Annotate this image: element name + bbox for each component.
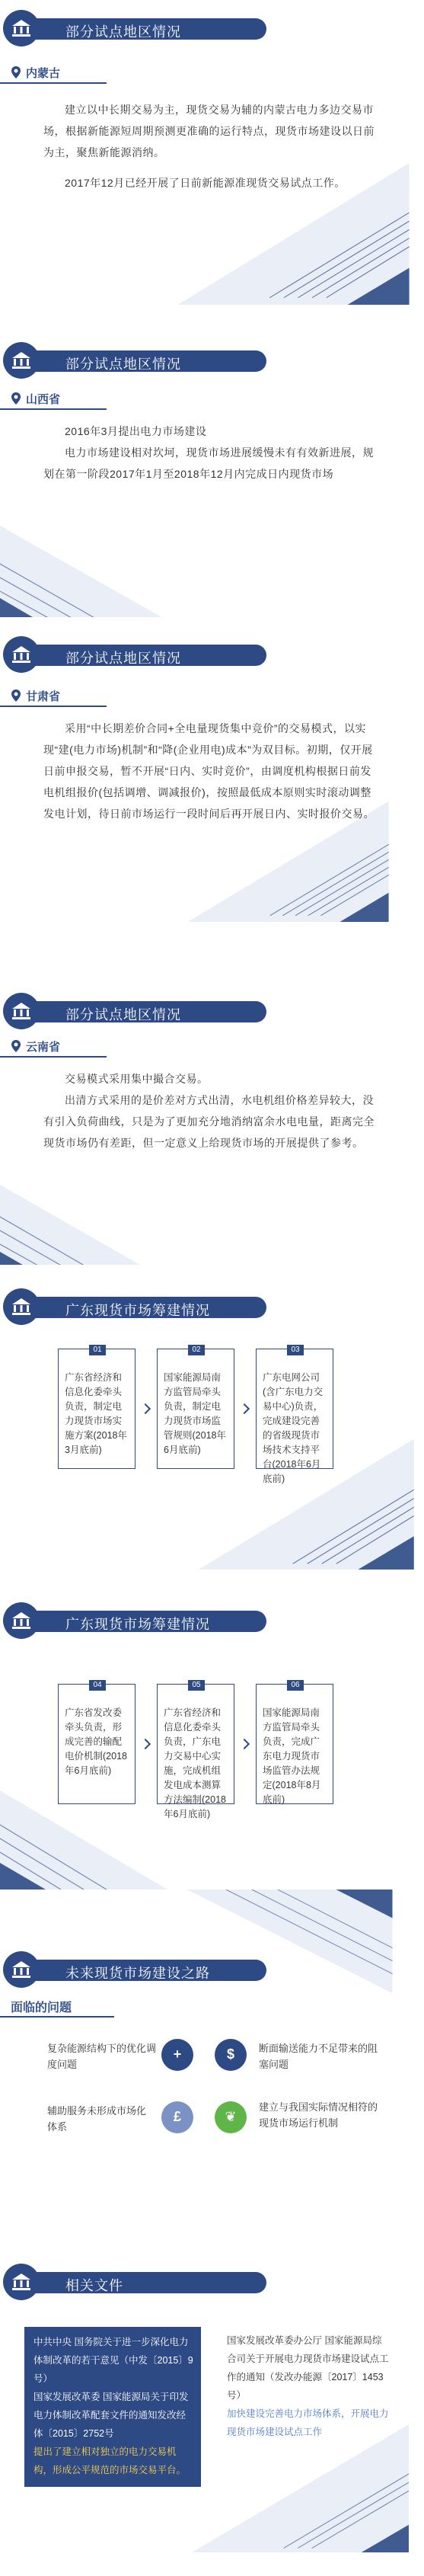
pilot-section-yunnan [0, 983, 424, 1265]
section-header [0, 1288, 266, 1326]
milestone-card [58, 1681, 135, 1804]
location-pin-icon [9, 689, 23, 702]
region-name: 山西省 [26, 393, 61, 406]
location-pin-icon [9, 1039, 23, 1053]
guangdong-section-2 [0, 1585, 424, 1890]
milestone-number: 04 [89, 1680, 106, 1691]
bank-icon [0, 1950, 43, 1989]
document-item: 国家发展改革委 国家能源局关于印发电力体制改革配套文件的通知发改经体〔2015〕2752号 [33, 2392, 189, 2439]
document-highlight: 提出了建立相对独立的电力交易机构，形成公平规范的市场交易平台。 [33, 2446, 186, 2475]
section-title: 部分试点地区情况 [65, 357, 181, 372]
milestone-card [256, 1681, 333, 1805]
pilot-section-gansu [0, 617, 424, 983]
milestone-number: 02 [188, 1345, 205, 1355]
section-body [43, 718, 382, 824]
region-name: 甘肃省 [26, 690, 61, 703]
paragraph: 2017年12月已经开展了日前新能源准现货交易试点工作。 [65, 177, 346, 189]
milestone-text: 国家能源局南方监管局牵头负责，制定电力现货市场监管规则(2018年6月底前) [164, 1372, 226, 1455]
bank-icon [0, 1602, 43, 1640]
money-bag-icon: $ [215, 2039, 247, 2071]
issue-item: 建立与我国实际情况相符的现货市场运行机制 [259, 2101, 378, 2129]
section-title: 广东现货市场筹建情况 [65, 1617, 210, 1632]
milestone-card [58, 1346, 135, 1469]
document-item: 中共中央 国务院关于进一步深化电力体制改革的若干意见（中发〔2015〕9号） [33, 2337, 193, 2384]
section-header [0, 341, 266, 379]
section-title: 广东现货市场筹建情况 [65, 1303, 210, 1318]
location-pin-icon [9, 392, 23, 405]
region-name: 云南省 [26, 1041, 61, 1054]
region-label [0, 1035, 107, 1058]
document-item: 国家发展改革委办公厅 国家能源局综合司关于开展电力现货市场建设试点工作的通知（发改办能源〔2017〕1453号） [227, 2335, 389, 2401]
bank-icon [0, 635, 43, 674]
pilot-section-shanxi [0, 328, 424, 617]
bank-icon [0, 992, 43, 1030]
future-section [0, 1890, 424, 2248]
milestone-number: 03 [287, 1345, 304, 1355]
leaf-icon: ❦ [215, 2101, 247, 2133]
bank-icon [0, 9, 43, 47]
paragraph: 建立以中长期交易为主，现货交易为辅的内蒙古电力多边交易市场，根据新能源短周期预测更准确的运行特点，现货市场建设以日前为主，聚焦新能源消纳。 [43, 104, 375, 158]
documents-left-panel [24, 2327, 201, 2487]
plus-icon: + [161, 2039, 193, 2071]
paragraph: 出清方式采用的是价差对方式出清，水电机组价格差异较大，没有引入负荷曲线，只是为了更加充分地消纳富余水电电量，距离完全现货市场仍有差距，但一定意义上给现货市场的开展提供了参考。 [43, 1094, 375, 1149]
paragraph: 交易模式采用集中撮合交易。 [65, 1073, 209, 1085]
documents-right-panel [227, 2331, 391, 2441]
milestone-text: 广东省经济和信息化委牵头负责，制定电力现货市场实施方案(2018年3月底前) [65, 1372, 127, 1455]
section-header [0, 9, 266, 47]
section-title: 相关文件 [65, 2278, 123, 2293]
pilot-section-inner-mongolia [0, 0, 424, 328]
issue-item: 辅助服务未形成市场化体系 [47, 2105, 147, 2133]
milestone-text: 广东电网公司(含广东电力交易中心)负责，完成建设完善的省级现货市场技术支持平台(2018年6月底前) [263, 1372, 324, 1484]
region-label [0, 684, 107, 707]
milestone-number: 01 [89, 1345, 106, 1355]
section-body [43, 421, 382, 485]
related-documents-section [0, 2248, 424, 2576]
milestone-text: 国家能源局南方监管局牵头负责，完成广东电力现货市场监管办法规定(2018年8月底前) [263, 1707, 321, 1805]
section-header [0, 1602, 266, 1640]
milestone-text: 广东省经济和信息化委牵头负责，广东电力交易中心实施，完成机组发电成本测算方法编制(2018年6月底前) [164, 1707, 226, 1819]
milestone-number: 05 [188, 1680, 205, 1691]
paragraph: 2016年3月提出电力市场建设 [65, 425, 207, 437]
section-title: 部分试点地区情况 [65, 651, 181, 666]
guangdong-section-1 [0, 1265, 424, 1585]
milestone-number: 06 [287, 1680, 304, 1691]
pound-icon: £ [161, 2101, 193, 2133]
region-label [0, 387, 107, 410]
section-body [43, 99, 382, 194]
bank-icon [0, 2263, 43, 2301]
section-title: 部分试点地区情况 [65, 24, 181, 40]
milestone-card [157, 1681, 234, 1819]
subsection-title: 面临的问题 [11, 2002, 72, 2014]
section-body [43, 1068, 382, 1154]
document-highlight: 加快建设完善电力市场体系，开展电力现货市场建设试点工作 [227, 2408, 389, 2437]
section-header [0, 992, 266, 1030]
location-pin-icon [9, 66, 23, 79]
bank-icon [0, 341, 43, 379]
section-header [0, 1950, 266, 1989]
region-label [0, 61, 107, 84]
section-header [0, 635, 266, 674]
milestone-card [157, 1346, 234, 1469]
bank-icon [0, 1288, 43, 1326]
section-title: 未来现货市场建设之路 [65, 1966, 210, 1981]
section-title: 部分试点地区情况 [65, 1007, 181, 1022]
paragraph: 采用“中长期差价合同+全电量现货集中竞价”的交易模式，以实现“建(电力市场)机制”和“降(企业用电)成本”为双目标。初期，仅开展日前申报交易，暂不开展“日内、实时竞价”，由调度机构根据日前发电机组报价(包括调增、调减报价)，按照最低成本原则实时滚动调整发电计划，待日前市场运行一段时间后再开展日内、实时报价交易。 [43, 722, 375, 820]
region-name: 内蒙古 [26, 67, 61, 80]
paragraph: 电力市场建设相对坎坷，现货市场进展缓慢未有有效新进展，规划在第一阶段2017年1月至2018年12月内完成日内现货市场 [43, 446, 374, 480]
issue-item: 复杂能源结构下的优化调度问题 [47, 2043, 157, 2070]
subsection-rule [0, 2016, 114, 2018]
issue-item: 断面输送能力不足带来的阻塞问题 [259, 2043, 378, 2070]
section-header [0, 2263, 266, 2301]
milestone-text: 广东省发改委牵头负责，形成完善的输配电价机制(2018年6月底前) [65, 1707, 127, 1776]
milestone-card [256, 1346, 333, 1484]
